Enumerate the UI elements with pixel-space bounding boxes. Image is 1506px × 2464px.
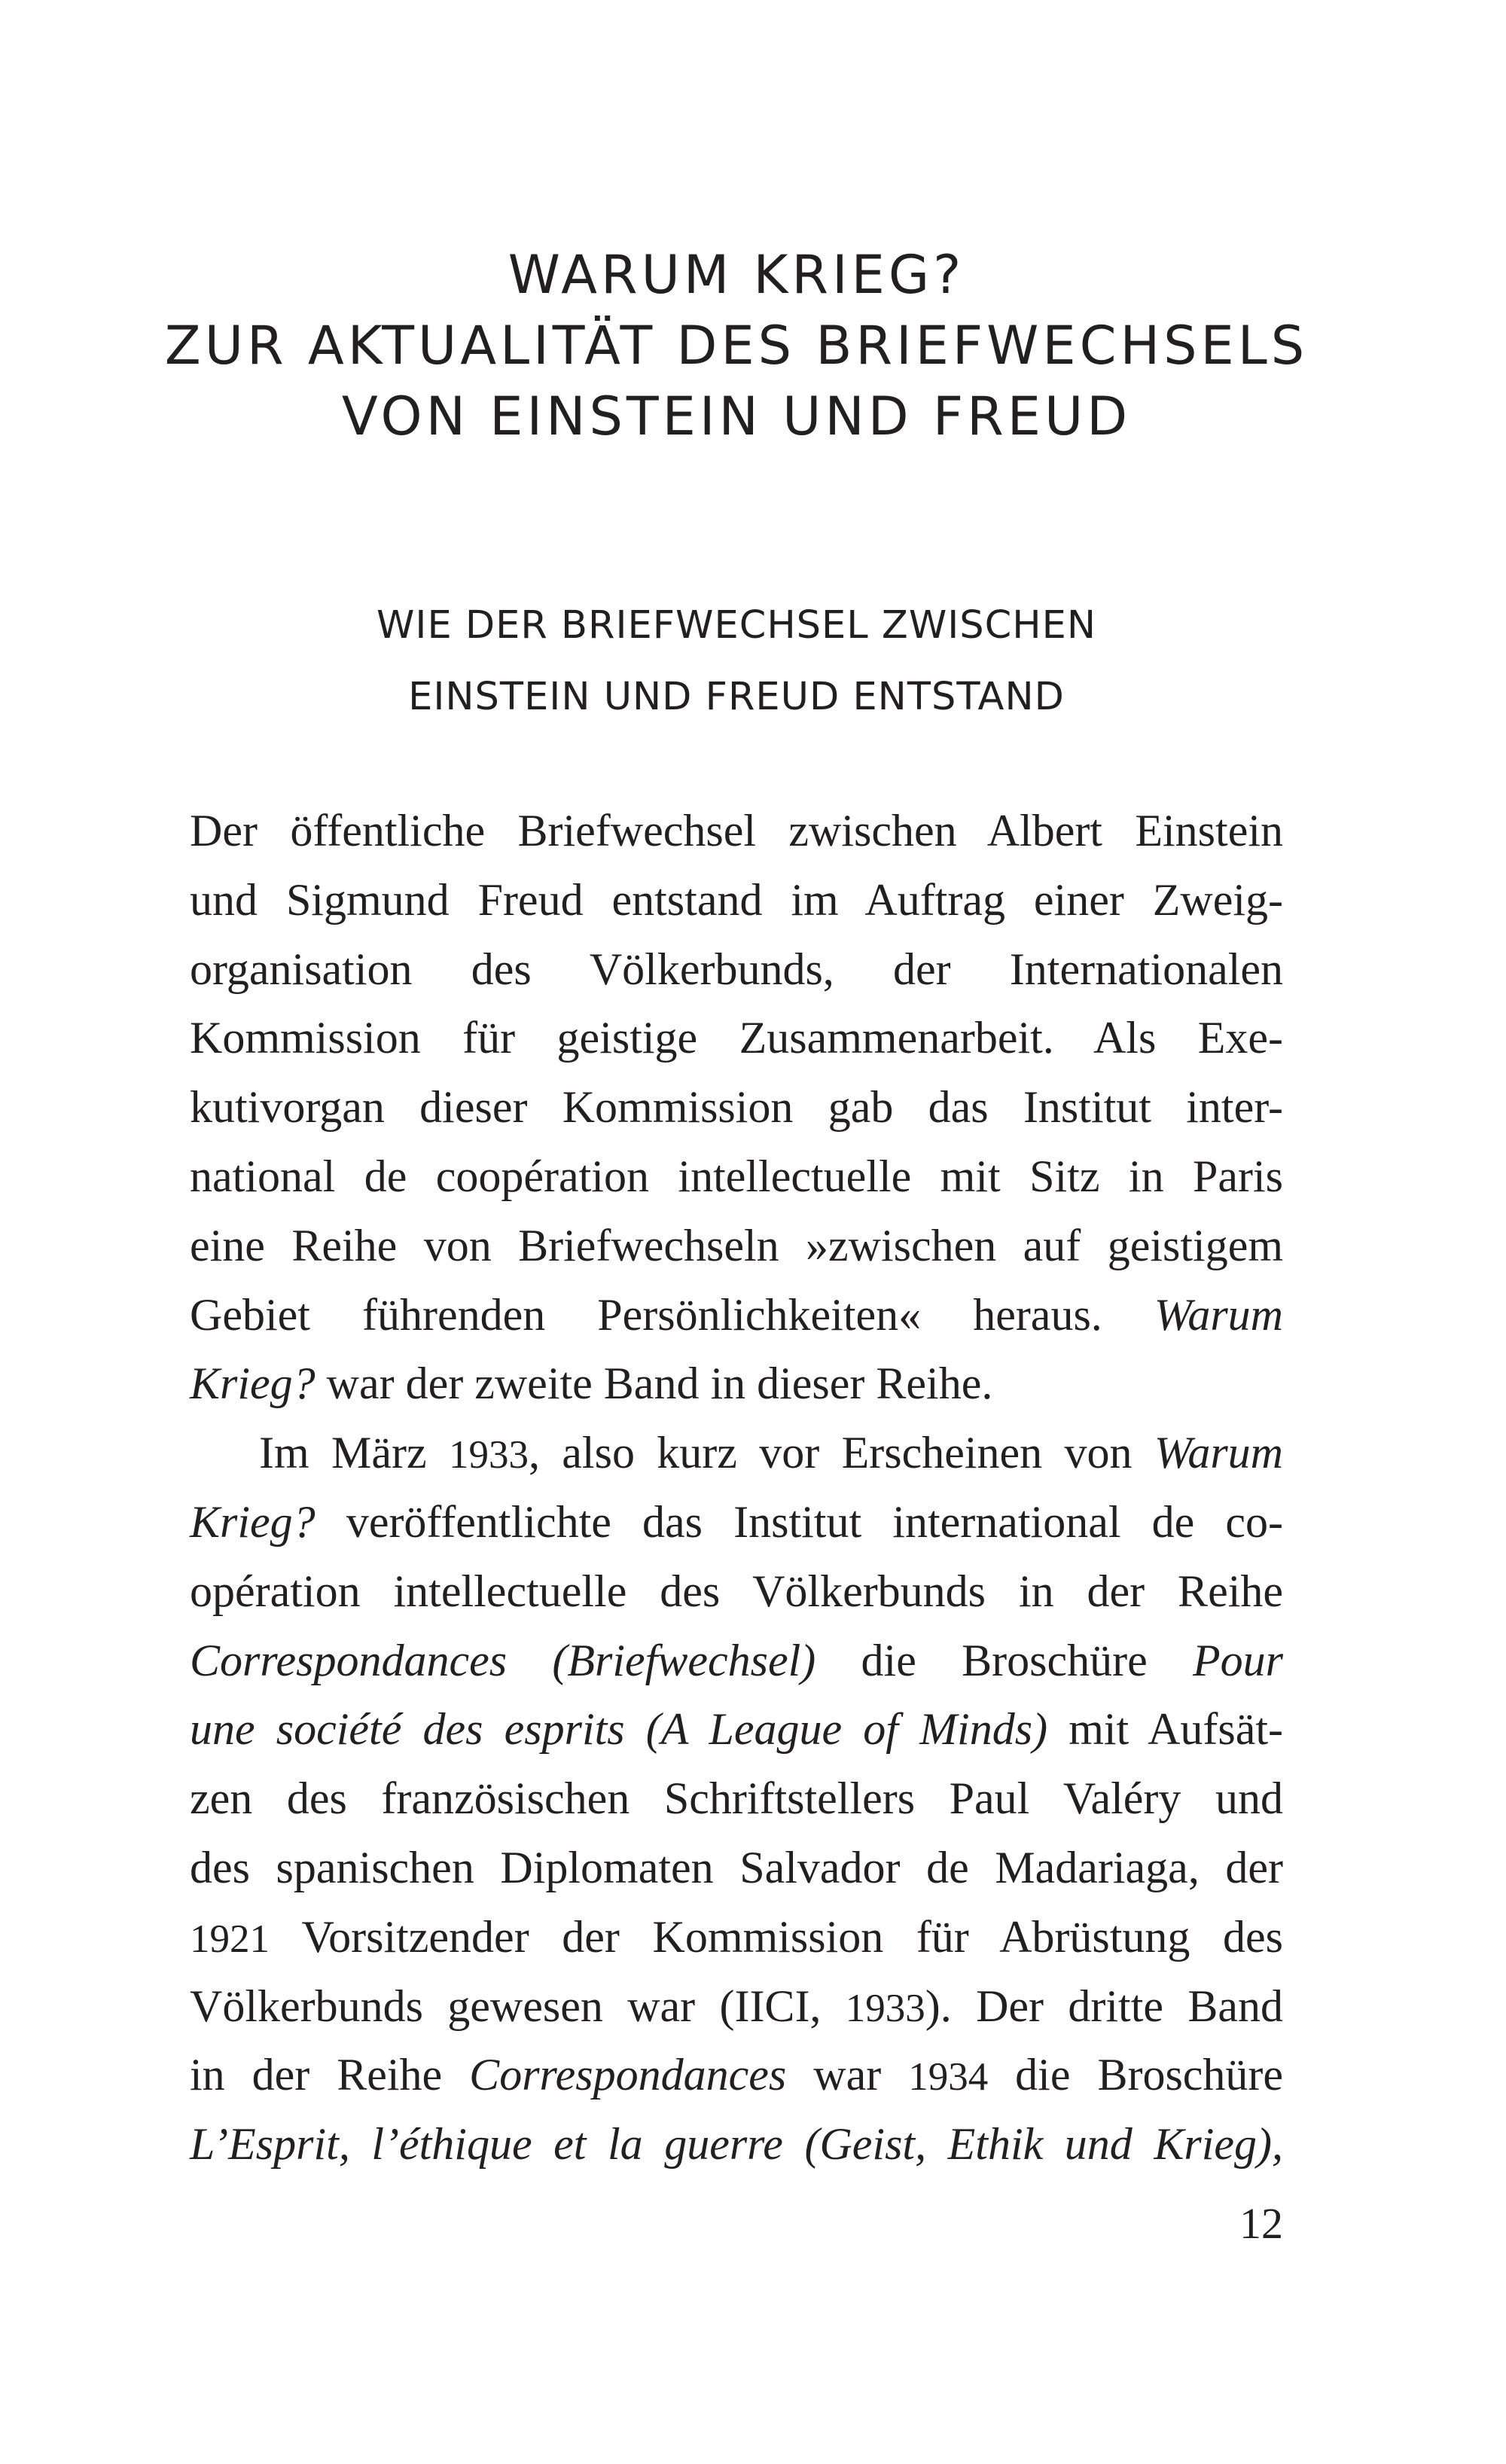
text-line: opération intellectuelle des Völkerbunds in der Reihe [190, 1566, 1283, 1616]
text-run: in der Reihe [190, 2050, 443, 2100]
text-run: Völkerbunds gewesen war (IICI, [190, 1981, 822, 2031]
italic-title: Warum [1154, 1289, 1283, 1340]
italic-title: Correspondances (Briefwechsel) [190, 1635, 816, 1685]
italic-title: Krieg? [190, 1496, 316, 1547]
text-run: Vorsitzender der Kommission für Abrüstung des [301, 1911, 1283, 1962]
chapter-title [0, 239, 1473, 452]
body-text [190, 797, 1283, 2179]
text-run: die Broschüre [861, 1635, 1148, 1685]
text-run: war [813, 2050, 882, 2100]
italic-title: Correspondances [469, 2050, 787, 2100]
text-run: veröffentlichte das Institut international de co- [346, 1496, 1284, 1547]
text-run: die Broschüre [1015, 2050, 1284, 2100]
text-line [190, 1627, 1283, 1696]
text-line: organisation des Völkerbunds, der Internationalen [190, 944, 1283, 994]
page-number: 12 [1239, 2199, 1283, 2248]
chapter-title-line: ZUR AKTUALITÄT DES BRIEFWECHSELS [164, 315, 1309, 377]
text-line: Kommission für geistige Zusammenarbeit. Als Exe- [190, 1013, 1283, 1063]
text-run: , also kurz vor Erscheinen von [528, 1428, 1133, 1478]
chapter-title-line: WARUM KRIEG? [508, 244, 965, 306]
text-line [190, 1972, 1283, 2042]
text-run: war der zweite Band in dieser Reihe. [326, 1359, 993, 1409]
text-line: des spanischen Diplomaten Salvador de Madariaga, der [190, 1842, 1283, 1892]
text-line [190, 1903, 1283, 1972]
italic-title: L’Esprit, l’éthique et la guerre (Geist, Ethik und Krieg), [190, 2119, 1283, 2170]
italic-title: Warum [1154, 1428, 1284, 1478]
chapter-title-line: VON EINSTEIN UND FREUD [341, 386, 1132, 447]
text-run: mit Aufsät- [1069, 1704, 1284, 1755]
text-run: Im März [259, 1428, 427, 1478]
section-title-line: WIE DER BRIEFWECHSEL ZWISCHEN [376, 603, 1096, 648]
text-line: zen des französischen Schriftstellers Paul Valéry und [190, 1773, 1283, 1824]
paragraph-1 [190, 797, 1283, 1419]
text-line: kutivorgan dieser Kommission gab das Institut inter- [190, 1082, 1283, 1133]
text-line: Der öffentliche Briefwechsel zwischen Albert Einstein [190, 806, 1283, 855]
text-run: Gebiet führenden Persönlichkeiten« heraus. [190, 1289, 1102, 1340]
text-line [190, 1695, 1283, 1764]
text-line [190, 1488, 1283, 1557]
text-line: und Sigmund Freud entstand im Auftrag einer Zweig- [190, 874, 1283, 925]
italic-title: Pour [1193, 1635, 1284, 1685]
year-number: 1934 [908, 2055, 989, 2100]
text-line [190, 2110, 1283, 2179]
year-number: 1933 [845, 1986, 925, 2030]
text-line [190, 1419, 1283, 1488]
text-line: eine Reihe von Briefwechseln »zwischen auf geistigem [190, 1220, 1283, 1270]
paragraph-2 [190, 1419, 1283, 2179]
year-number: 1933 [448, 1433, 529, 1477]
text-line [190, 1281, 1283, 1350]
section-title-line: EINSTEIN UND FREUD ENTSTAND [408, 675, 1065, 719]
text-run: ). Der dritte Band [925, 1981, 1283, 2031]
italic-title: Krieg? [190, 1359, 316, 1409]
section-title [0, 590, 1473, 733]
text-line [190, 1349, 1283, 1419]
text-line [190, 2041, 1283, 2110]
italic-title: une société des esprits (A League of Minds) [190, 1704, 1048, 1755]
text-line: national de coopération intellectuelle mit Sitz in Paris [190, 1151, 1283, 1201]
year-number: 1921 [190, 1917, 270, 1961]
